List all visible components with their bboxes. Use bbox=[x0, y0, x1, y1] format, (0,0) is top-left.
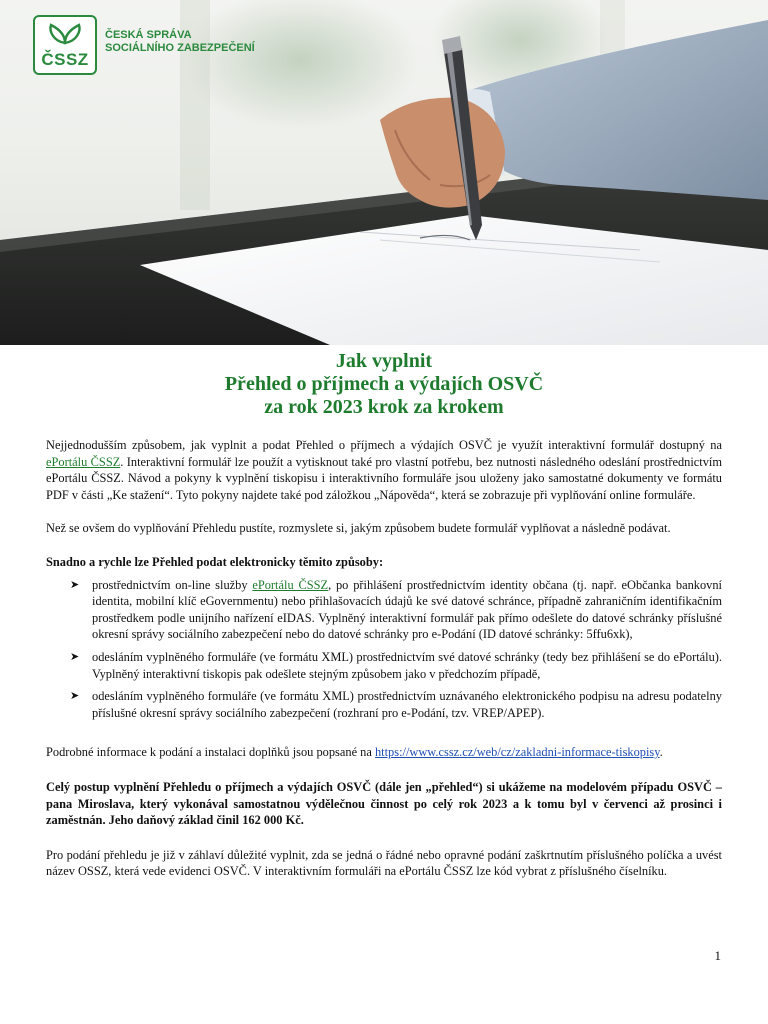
submission-methods-heading: Snadno a rychle lze Přehled podat elektronicky těmito způsoby: bbox=[46, 554, 384, 569]
document-title bbox=[0, 350, 768, 419]
details-paragraph: Podrobné informace k podání a instalaci doplňků jsou popsané na https://www.cssz.cz/web/cz/zakladni-informace-tiskopisy. bbox=[46, 745, 663, 760]
cssz-logo bbox=[33, 15, 255, 75]
preparation-paragraph: Než se ovšem do vyplňování Přehledu pustíte, rozmyslete si, jakým způsobem budete formulář vyplňovat a následně podávat. bbox=[46, 521, 671, 536]
hero-photo bbox=[0, 0, 768, 345]
intro-paragraph: Nejjednodušším způsobem, jak vyplnit a podat Přehled o příjmech a výdajích OSVČ je využít interaktivní formulář dostupný na ePortálu ČSSZ. Interaktivní formulář lze použít a vytisknout také pro vlastní potřebu, bez nutnosti následného odeslání prostřednictvím ePortálu ČSSZ. Návod a pokyny k vyplnění tiskopisu i interaktivního formuláře jsou uloženy jako samostatné dokumenty ve formátu PDF v části „Ke stažení“. Tyto pokyny najdete také pod záložkou „Nápověda“, která se zobrazuje při vyplňování online formuláře. bbox=[46, 438, 722, 502]
logo-text-line1: ČESKÁ SPRÁVA bbox=[105, 29, 192, 41]
arrow-bullet-icon: ➤ bbox=[70, 690, 80, 703]
list-item: ➤ odesláním vyplněného formuláře (ve formátu XML) prostřednictvím své datové schránky (tedy bez přihlášení se do ePortálu). Vyplněný interaktivní tiskopis pak odešlete stejným způsobem jako v předchozím případě, bbox=[70, 649, 722, 681]
cssz-info-url-link[interactable]: https://www.cssz.cz/web/cz/zakladni-informace-tiskopisy bbox=[374, 745, 660, 760]
title-line1: Jak vyplnit bbox=[335, 350, 433, 372]
logo-emblem bbox=[33, 15, 97, 75]
title-line3: za rok 2023 krok za krokem bbox=[264, 396, 504, 418]
submission-methods-list bbox=[46, 577, 722, 722]
arrow-bullet-icon: ➤ bbox=[70, 650, 80, 663]
leaves-icon bbox=[45, 23, 85, 45]
list-item: ➤ prostřednictvím on-line služby ePortálu ČSSZ, po přihlášení prostřednictvím identity občana (tj. např. eObčanka bankovní identita, mobilní klíč eGovernmentu) nebo přihlašovacích údajů ke své datové schránce, případně zahraničním identifikačním prostředkem podle unijního nařízení eIDAS. Vyplněný interaktivní formulář pak přímo odešlete do datové schránky příslušné okresní správy sociálního zabezpečení nebo do datové schránky pro e-Podání (ID datové schránky: 5ffu6xk), bbox=[70, 577, 722, 642]
logo-text bbox=[105, 29, 255, 55]
model-case-paragraph: Celý postup vyplnění Přehledu o příjmech a výdajích OSVČ (dále jen „přehled“) si ukážeme na modelovém případu OSVČ – pana Miroslava, který vykonával samostatnou výdělečnou činnost po celý rok 2023 a k tomu byl v červenci až prosinci i zaměstnán. Jeho daňový základ činil 162 000 Kč. bbox=[46, 779, 722, 828]
list-item: ➤ odesláním vyplněného formuláře (ve formátu XML) prostřednictvím uznávaného elektronického podpisu na adresu podatelny příslušné okresní správy sociálního zabezpečení (rozhraní pro e-Podání, tzv. VREP/APEP). bbox=[70, 689, 722, 720]
logo-text-line2: SOCIÁLNÍHO ZABEZPEČENÍ bbox=[105, 42, 255, 54]
logo-abbreviation: ČSSZ bbox=[41, 50, 89, 69]
header-instructions-paragraph: Pro podání přehledu je již v záhlaví důležité vyplnit, zda se jedná o řádné nebo opravné podání zaškrtnutím příslušného políčka a uvést název OSSZ, která vede evidenci OSVČ. V interaktivním formuláři na ePortálu ČSSZ lze kód vybrat z příslušného číselníku. bbox=[46, 847, 722, 879]
eportal-link[interactable]: ePortálu ČSSZ bbox=[46, 454, 121, 469]
page-number: 1 bbox=[714, 948, 721, 963]
arrow-bullet-icon: ➤ bbox=[70, 578, 80, 591]
eportal-link-bullet[interactable]: ePortálu ČSSZ bbox=[252, 577, 329, 592]
document-body bbox=[46, 437, 722, 880]
title-line2: Přehled o příjmech a výdajích OSVČ bbox=[224, 373, 544, 395]
